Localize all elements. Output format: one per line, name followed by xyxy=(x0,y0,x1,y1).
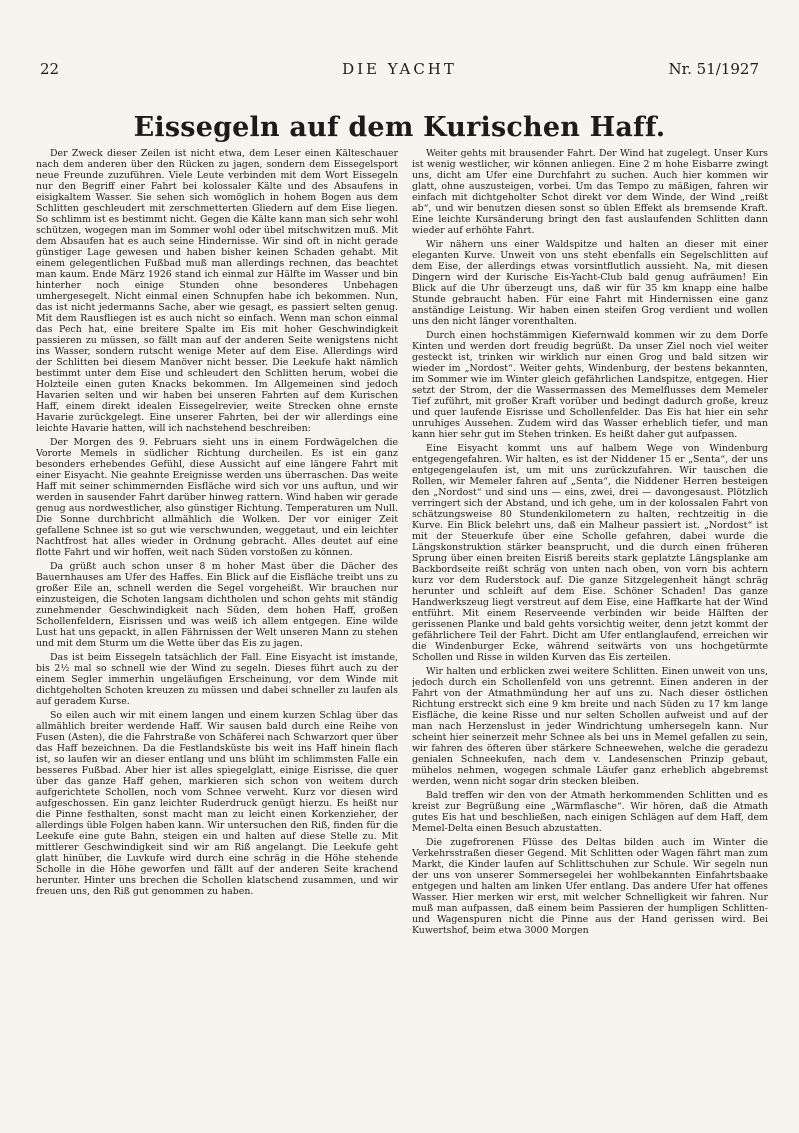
paragraph: Eine Eisyacht kommt uns auf halbem Wege von Windenburg entgegengefahren. Wir halten, es ist der Niddener 15 er „Senta“, der uns entgegengelaufen ist, um mit uns zurückzufahren. Wir tauschen die Rollen, wir Memeler fahren auf „Senta“, die Niddener Herren besteigen den „Nordost“ und sind uns — eins, zwei, drei — davongesaust. Plötzlich verringert sich der Abstand, und ich gehe, um in der kolossalen Fahrt von schätzungsweise 80 Stundenkilometern zu halten, rechtzeitig in die Kurve. Ein Blick belehrt uns, daß ein Malheur passiert ist. „Nordost“ ist mit der Steuerkufe über eine Scholle gefahren, dabei wurde die Längskonstruktion stärker beansprucht, und die durch einen früheren Sprung über einen breiten Eisriß bereits stark geplatzte Längsplanke am Backbordseite reißt schräg von unten nach oben, von vorn bis achtern kurz vor dem Ruderstock auf. Die ganze Sitzgelegenheit hängt schräg herunter und schleift auf dem Eise. Schöner Schaden! Das ganze Handwerkszeug liegt verstreut auf dem Eise, eine Haffkarte hat der Wind entführt. Mit einem Reserveende verbinden wir beide Hälften der gerissenen Planke und bald gehts vorsichtig weiter, denn jetzt kommt der gefährlichere Teil der Fahrt. Dicht am Ufer entlanglaufend, erreichen wir die Windenburger Ecke, während seitwärts von uns hochgetürmte Schollen und Risse in wilden Kurven das Eis zerteilen. xyxy=(412,443,768,663)
issue-number: Nr. 51/1927 xyxy=(668,60,759,78)
paragraph: Der Zweck dieser Zeilen ist nicht etwa, dem Leser einen Kälteschauer nach dem anderen über den Rücken zu jagen, sondern dem Eissegelsport neue Freunde zuzuführen. Viele Leute verbinden mit dem Wort Eissegeln nur den Begriff einer Fahrt bei kolossaler Kälte und des Absaufens in eisigkaltem Wasser. Sie sehen sich womöglich in hohem Bogen aus dem Schlitten geschleudert mit zerschmetterten Gliedern auf dem Eise liegen. So schlimm ist es bestimmt nicht. Gegen die Kälte kann man sich sehr wohl schützen, wogegen man im Sommer wohl oder übel mitschwitzen muß. Mit dem Absaufen hat es auch seine Hindernisse. Wir sind oft in nicht gerade günstiger Lage gewesen und haben bisher keinen Schaden gehabt. Mit einem gelegentlichen Fußbad muß man allerdings rechnen, das beachtet man kaum. Ende März 1926 stand ich einmal zur Hälfte im Wasser und bin hinterher noch einige Stunden ohne besonderes Unbehagen umhergesegelt. Nicht einmal einen Schnupfen habe ich bekommen. Nun, das ist nicht jedermanns Sache, aber wie gesagt, es passiert selten genug. Mit dem Rausfliegen ist es auch nicht so einfach. Wenn man schon einmal das Pech hat, eine breitere Spalte im Eis mit hoher Geschwindigkeit passieren zu müssen, so fällt man auf der anderen Seite wenigstens nicht ins Wasser, sondern rutscht wenige Meter auf dem Eise. Allerdings wird der Schlitten bei diesem Manöver nicht besser. Die Leekufe hakt nämlich bestimmt unter dem Eise und schleudert den Schlitten herum, wobei die Holzteile einen guten Knacks bekommen. Im Allgemeinen sind jedoch Havarien selten und wir haben bei unseren Fahrten auf dem Kurischen Haff, einem direkt idealen Eissegelrevier, weite Strecken ohne ernste Havarie zurückgelegt. Eine unserer Fahrten, bei der wir allerdings eine leichte Havarie hatten, will ich nachstehend beschreiben: xyxy=(36,148,398,434)
right-column xyxy=(412,148,768,1048)
paragraph: Wir halten und erblicken zwei weitere Schlitten. Einen unweit von uns, jedoch durch ein Schollenfeld von uns getrennt. Einen anderen in der Fahrt von der Atmathmündung her auf uns zu. Nach dieser östlichen Richtung erstreckt sich eine 9 km breite und nach Süden zu 17 km lange Eisfläche, die keine Risse und nur selten Schollen aufweist und auf der man nach Herzenslust in jeder Windrichtung umhersegeln kann. Nur scheint hier seinerzeit mehr Schnee als bei uns in Memel gefallen zu sein, wir fahren des öfteren über stärkere Schneewehen, welche die geradezu genialen Schneekufen, nach dem v. Landesenschen Prinzip gebaut, mühelos nehmen, wogegen schmale Läufer ganz erheblich abgebremst werden, wenn nicht sogar drin stecken bleiben. xyxy=(412,666,768,787)
paragraph: Der Morgen des 9. Februars sieht uns in einem Fordwägelchen die Vororte Memels in südlicher Richtung durcheilen. Es ist ein ganz besonders erhebendes Gefühl, diese Aussicht auf eine längere Fahrt mit einer Eisyacht. Nie geahnte Ereignisse werden uns überraschen. Das weite Haff mit seiner schimmernden Eisfläche wird sich vor uns auftun, und wir werden in sausender Fahrt darüber hinweg rattern. Wind haben wir gerade genug aus nordwestlicher, also günstiger Richtung. Temperaturen um Null. Die Sonne durchbricht allmählich die Wolken. Der vor einiger Zeit gefallene Schnee ist so gut wie verschwunden, weggetaut, und ein leichter Nachtfrost hat alles wieder in Ordnung gebracht. Alles deutet auf eine flotte Fahrt und wir hoffen, weit nach Süden vorstoßen zu können. xyxy=(36,437,398,558)
page-number: 22 xyxy=(40,60,60,78)
paragraph: Weiter gehts mit brausender Fahrt. Der Wind hat zugelegt. Unser Kurs ist wenig westlicher, wir können anliegen. Eine 2 m hohe Eisbarre zwingt uns, dicht am Ufer eine Durchfahrt zu suchen. Auch hier kommen wir glatt, ohne auszusteigen, vorbei. Um das Tempo zu mäßigen, fahren wir einfach mit dichtgeholter Schot direkt vor dem Winde, der Wind „reißt ab“, und wir benutzen diesen sonst so üblen Effekt als bremsende Kraft. Eine leichte Kursänderung bringt den fast auslaufenden Schlitten dann wieder auf erhöhte Fahrt. xyxy=(412,148,768,236)
page-header xyxy=(40,60,759,82)
paragraph: Wir nähern uns einer Waldspitze und halten an dieser mit einer eleganten Kurve. Unweit von uns steht ebenfalls ein Segelschlitten auf dem Eise, der allerdings etwas vorsintflutlich aussieht. Na, mit diesen Dingern wird der Kurische Eis-Yacht-Club bald genug aufräumen! Ein Blick auf die Uhr überzeugt uns, daß wir für 35 km knapp eine halbe Stunde gebraucht haben. Für eine Fahrt mit Hindernissen eine ganz anständige Leistung. Wir haben einen steifen Grog verdient und wollen uns den nicht länger vorenthalten. xyxy=(412,239,768,327)
article-title: Eissegeln auf dem Kurischen Haff. xyxy=(133,112,666,143)
paragraph: Die zugefrorenen Flüsse des Deltas bilden auch im Winter die Verkehrsstraßen dieser Gegend. Mit Schlitten oder Wagen fährt man zum Markt, die Kinder laufen auf Schlittschuhen zur Schule. Wir segeln nun der uns von unserer Sommersegelei her wohlbekannten Einfahrtsbaake entgegen und halten am linken Ufer entlang. Das andere Ufer hat offenes Wasser. Hier merken wir erst, mit welcher Schnelligkeit wir fahren. Nur muß man aufpassen, daß einem beim Passieren der humpligen Schlitten- und Wagenspuren nicht die Pinne aus der Hand gerissen wird. Bei Kuwertshof, beim etwa 3000 Morgen xyxy=(412,837,768,936)
left-column xyxy=(36,148,398,1060)
paragraph: Das ist beim Eissegeln tatsächlich der Fall. Eine Eisyacht ist imstande, bis 2½ mal so schnell wie der Wind zu segeln. Dieses führt auch zu der einem Segler immerhin ungeläufigen Erscheinung, vor dem Winde mit dichtgeholten Schoten kreuzen zu müssen und dabei schneller zu laufen als auf geradem Kurse. xyxy=(36,652,398,707)
magazine-title: DIE YACHT xyxy=(342,60,457,78)
paragraph: Durch einen hochstämmigen Kiefernwald kommen wir zu dem Dorfe Kinten und werden dort freudig begrüßt. Da unser Ziel noch viel weiter gesteckt ist, trinken wir wirklich nur einen Grog und bald sitzen wir wieder im „Nordost“. Weiter gehts, Windenburg, der bestens bekannten, im Sommer wie im Winter gleich gefährlichen Landspitze, entgegen. Hier setzt der Strom, der die Wassermassen des Memelflusses dem Memeler Tief zuführt, mit großer Kraft vorüber und bedingt dadurch große, kreuz und quer laufende Eisrisse und Schollenfelder. Das Eis hat hier ein sehr unruhiges Aussehen. Zudem wird das Wasser erheblich tiefer, und man kann hier sehr gut im Stehen trinken. Es heißt daher gut aufpassen. xyxy=(412,330,768,440)
paragraph: Bald treffen wir den von der Atmath herkommenden Schlitten und es kreist zur Begrüßung eine „Wärmflasche“. Wir hören, daß die Atmath gutes Eis hat und beschließen, nach einigen Schlägen auf dem Haff, dem Memel-Delta einen Besuch abzustatten. xyxy=(412,790,768,834)
paragraph: Da grüßt auch schon unser 8 m hoher Mast über die Dächer des Bauernhauses am Ufer des Haffes. Ein Blick auf die Eisfläche treibt uns zu großer Eile an, schnell werden die Segel vorgeheißt. Wir brauchen nur einzusteigen, die Schoten langsam dichtholen und schon gehts mit ständig zunehmender Geschwindigkeit nach Süden, dem hohen Haff, großen Schollenfeldern, Eisrissen und was weiß ich allem entgegen. Eine wilde Lust hat uns gepackt, in allen Fährnissen der Welt unseren Mann zu stehen und mit dem Sturm um die Wette über das Eis zu jagen. xyxy=(36,561,398,649)
paragraph: So eilen auch wir mit einem langen und einem kurzen Schlag über das allmählich breiter werdende Haff. Wir sausen bald durch eine Reihe von Fusen (Asten), die die Fahrstraße von Schäferei nach Schwarzort quer über das Haff bezeichnen. Da die Festlandsküste bis weit ins Haff hinein flach ist, so laufen wir an dieser entlang und uns blüht im schlimmsten Falle ein besseres Fußbad. Aber hier ist alles spiegelglatt, einige Eisrisse, die quer über das ganze Haff gehen, markieren sich schon von weitem durch aufgerichtete Schollen, noch vom Schnee verweht. Kurz vor diesen wird aufgeschossen. Ein ganz leichter Ruderdruck genügt hierzu. Es heißt nur die Pinne festhalten, sonst macht man zu leicht einen Korkenzieher, der allerdings üble Folgen haben kann. Wir untersuchen den Riß, finden für die Leekufe eine gute Bahn, steigen ein und halten auf diese Stelle zu. Mit mittlerer Geschwindigkeit sind wir am Riß angelangt. Die Leekufe geht glatt hinüber, die Luvkufe wird durch eine schräg in die Höhe stehende Scholle in die Höhe geworfen und fällt auf der anderen Seite krachend herunter. Hinter uns brechen die Schollen klatschend zusammen, und wir freuen uns, den Riß gut genommen zu haben. xyxy=(36,710,398,897)
